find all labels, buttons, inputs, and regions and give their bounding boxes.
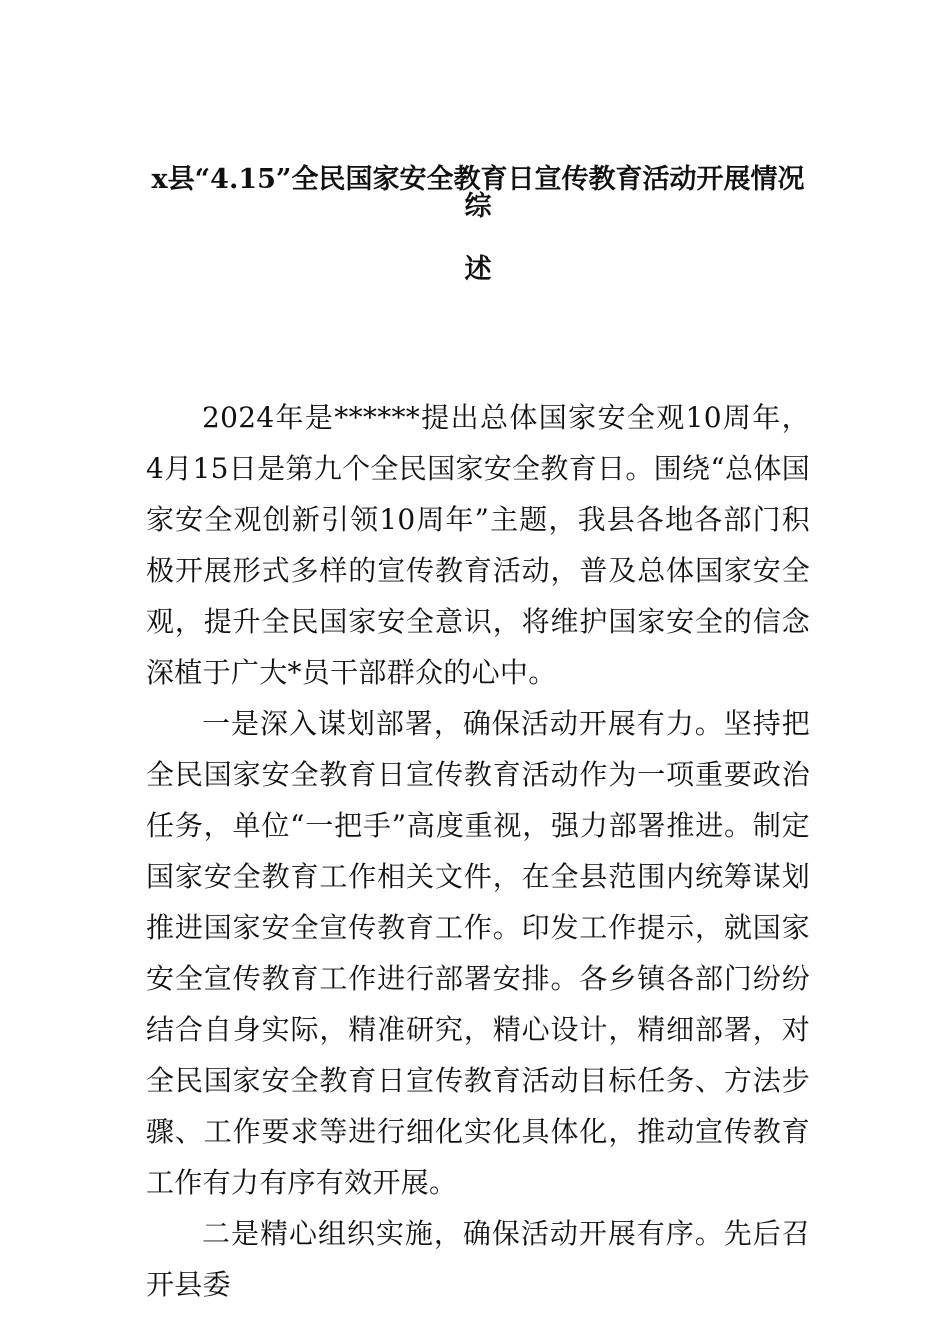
document-title-line2: 述 [464,254,492,285]
document-body [146,392,810,1310]
paragraph-intro: 2024年是******提出总体国家安全观10周年，4月15日是第九个全民国家安全教育日。围绕“总体国家安全观创新引领10周年”主题，我县各地各部门积极开展形式多样的宣传教育活动，普及总体国家安全观，提升全民国家安全意识，将维护国家安全的信念深植于广大*员干部群众的心中。 [146,401,810,689]
document-title-line1: x县“4.15”全民国家安全教育日宣传教育活动开展情况综 [151,164,805,222]
paragraph-point-two: 二是精心组织实施，确保活动开展有序。先后召开县委 [146,1217,810,1301]
paragraph-point-one: 一是深入谋划部署，确保活动开展有力。坚持把全民国家安全教育日宣传教育活动作为一项重要政治任务，单位“一把手”高度重视，强力部署推进。制定国家安全教育工作相关文件，在全县范围内统筹谋划推进国家安全宣传教育工作。印发工作提示，就国家安全宣传教育工作进行部署安排。各乡镇各部门纷纷结合自身实际，精准研究，精心设计，精细部署，对全民国家安全教育日宣传教育活动目标任务、方法步骤、工作要求等进行细化实化具体化，推动宣传教育工作有力有序有效开展。 [146,707,810,1199]
